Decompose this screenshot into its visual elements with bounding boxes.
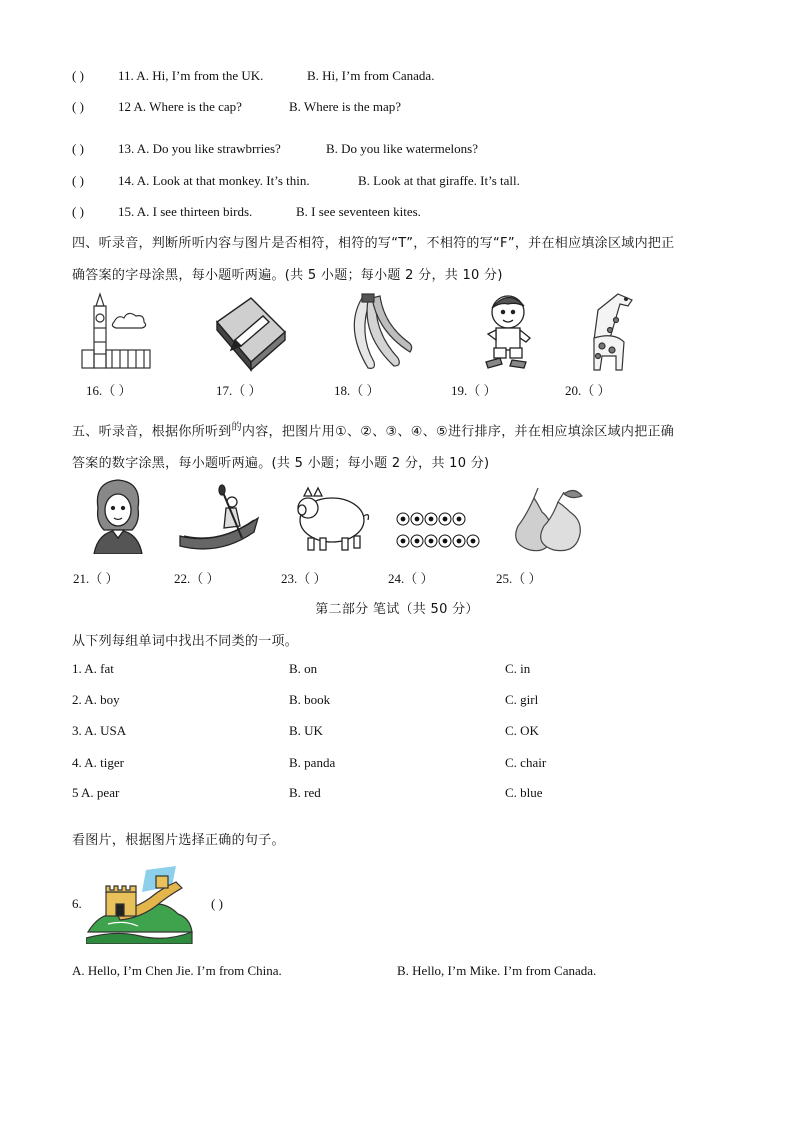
part-2-title: 第二部分 笔试（共 50 分） — [315, 602, 479, 617]
option-b: B. I see seventeen kites. — [296, 204, 421, 219]
option-b: B. UK — [289, 723, 323, 738]
pears-picture — [512, 484, 588, 554]
option-a: 15. A. I see thirteen birds. — [118, 204, 253, 219]
option-a: 14. A. Look at that monkey. It’s thin. — [118, 173, 310, 188]
answer-paren: ( ) — [72, 68, 84, 83]
option-c: C. blue — [505, 785, 543, 800]
option-a: 11. A. Hi, I’m from the UK. — [118, 68, 264, 83]
bananas-picture — [342, 292, 414, 372]
option-a: 4. A. tiger — [72, 755, 124, 770]
answer-label-25: 25.（ ） — [496, 571, 542, 586]
answer-label-17: 17.（ ） — [216, 383, 262, 398]
answer-label-16: 16.（ ） — [86, 383, 132, 398]
option-b: B. red — [289, 785, 321, 800]
odd-one-out-instruction: 从下列每组单词中找出不同类的一项。 — [72, 634, 299, 649]
section-4-line-2: 确答案的字母涂黑，每小题听两遍。(共 5 小题；每小题 2 分，共 10 分) — [72, 268, 503, 283]
answer-paren: ( ) — [72, 173, 84, 188]
answer-paren: ( ) — [72, 141, 84, 156]
answer-label-18: 18.（ ） — [334, 383, 380, 398]
option-c: C. girl — [505, 692, 539, 707]
option-a: 5 A. pear — [72, 785, 120, 800]
superscript-char: 的 — [231, 422, 242, 433]
question-15 — [72, 204, 421, 220]
boy-picture — [478, 290, 540, 372]
book-and-pen-picture — [211, 292, 289, 372]
option-b: B. Look at that giraffe. It’s tall. — [358, 173, 520, 188]
giraffe-picture — [582, 290, 646, 372]
big-ben-picture — [78, 292, 156, 372]
option-b: B. on — [289, 661, 318, 676]
answer-label-23: 23.（ ） — [281, 571, 327, 586]
pig-picture — [294, 486, 370, 554]
woman-picture — [90, 478, 146, 554]
option-b: B. book — [289, 692, 331, 707]
question-11 — [72, 68, 435, 84]
option-a: 12 A. Where is the cap? — [118, 99, 242, 114]
section-5-line-2: 答案的数字涂黑，每小题听两遍。(共 5 小题；每小题 2 分，共 10 分) — [72, 456, 490, 472]
answer-label-20: 20.（ ） — [565, 383, 611, 398]
option-a: 1. A. fat — [72, 661, 114, 676]
answer-label-22: 22.（ ） — [174, 571, 220, 586]
section-5-line-1: 五、听录音，根据你所听到$^的$内容，把图片用①、②、③、④、⑤进行排序，并在相应填涂区域内把正确 — [72, 422, 675, 440]
question-6-number: 6. — [72, 896, 82, 911]
balls-picture — [396, 510, 482, 550]
question-6-option-a: A. Hello, I’m Chen Jie. I’m from China. — [72, 963, 282, 978]
option-b: B. Where is the map? — [289, 99, 402, 114]
boat-picture — [178, 482, 260, 554]
option-c: C. chair — [505, 755, 547, 770]
great-wall-picture — [86, 862, 194, 944]
section-5-instruction — [72, 412, 722, 480]
question-6-paren: ( ) — [211, 896, 223, 911]
option-a: 2. A. boy — [72, 692, 120, 707]
section-4-line-1: 四、听录音，判断所听内容与图片是否相符，相符的写“T”，不相符的写“F”，并在相应填涂区域内把正 — [72, 236, 675, 251]
option-b: B. Do you like watermelons? — [326, 141, 478, 156]
option-b: B. Hi, I’m from Canada. — [307, 68, 435, 83]
question-12 — [72, 99, 402, 115]
section-4-instruction — [72, 228, 722, 292]
answer-label-24: 24.（ ） — [388, 571, 434, 586]
answer-label-21: 21.（ ） — [73, 571, 119, 586]
answer-paren: ( ) — [72, 99, 84, 114]
picture-choice-instruction: 看图片，根据图片选择正确的句子。 — [72, 833, 285, 848]
question-14 — [72, 173, 520, 189]
option-b: B. panda — [289, 755, 336, 770]
option-c: C. OK — [505, 723, 539, 738]
question-13 — [72, 141, 478, 157]
answer-label-19: 19.（ ） — [451, 383, 497, 398]
question-6-option-b: B. Hello, I’m Mike. I’m from Canada. — [397, 963, 597, 978]
option-c: C. in — [505, 661, 531, 676]
answer-paren: ( ) — [72, 204, 84, 219]
option-a: 3. A. USA — [72, 723, 127, 738]
option-a: 13. A. Do you like strawbrries? — [118, 141, 281, 156]
